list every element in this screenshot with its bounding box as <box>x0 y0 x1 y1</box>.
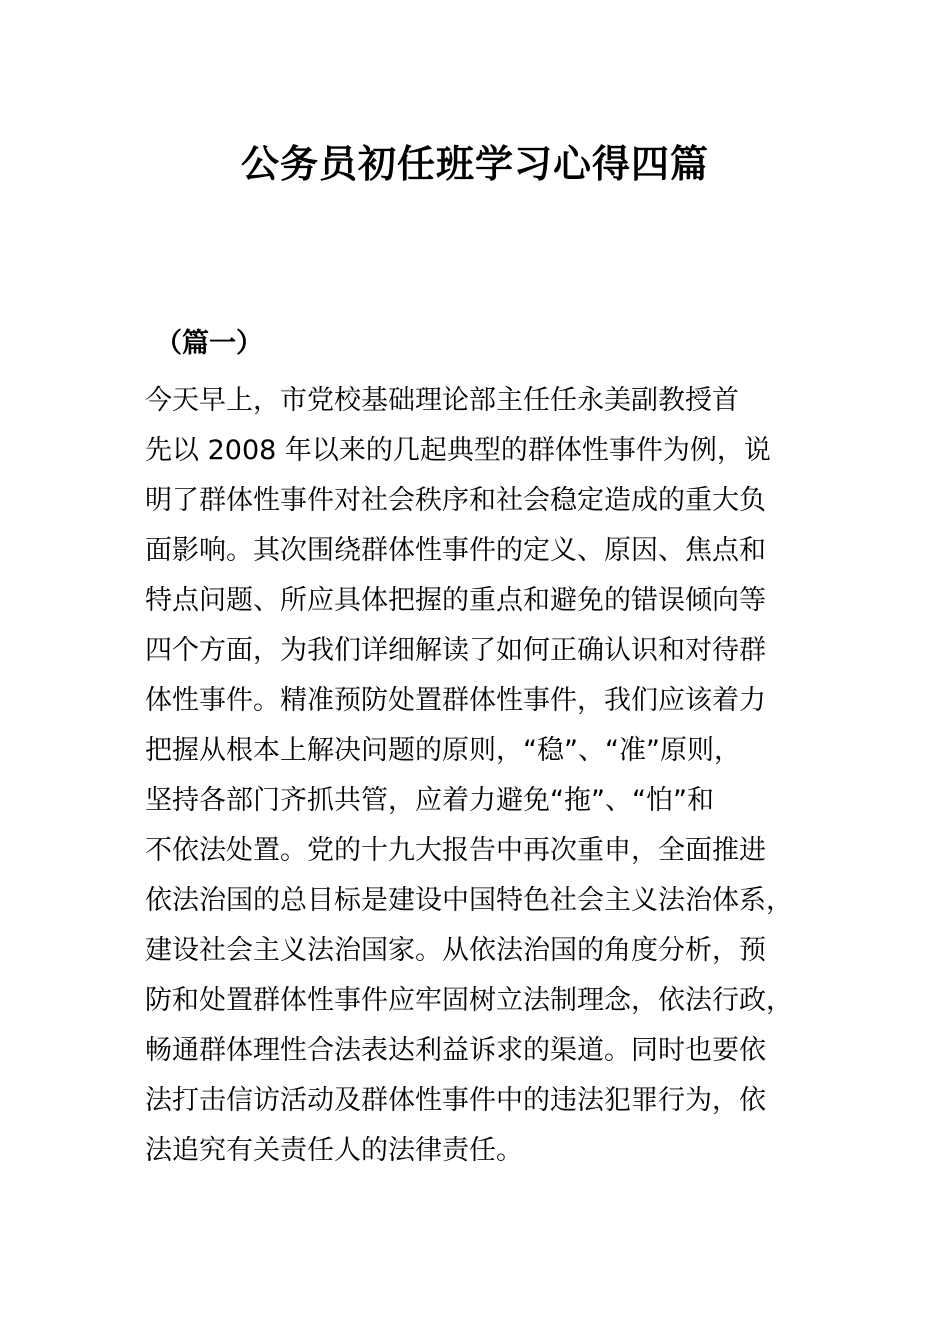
paragraph-line: 防和处置群体性事件应牢固树立法制理念，依法行政， <box>145 985 793 1016</box>
paragraph-line: 坚持各部门齐抓共管，应着力避免“拖”、“怕”和 <box>145 785 714 816</box>
section-heading: （篇一） <box>155 328 263 359</box>
body-paragraph <box>145 376 815 1176</box>
paragraph-line: 先以 2008 年以来的几起典型的群体性事件为例，说 <box>145 435 771 466</box>
paragraph-line: 不依法处置。党的十九大报告中再次重申，全面推进 <box>145 835 766 866</box>
paragraph-line: 明了群体性事件对社会秩序和社会稳定造成的重大负 <box>145 485 766 516</box>
paragraph-line: 今天早上，市党校基础理论部主任任永美副教授首 <box>145 385 739 416</box>
paragraph-line: 把握从根本上解决问题的原则，“稳”、“准”原则， <box>145 735 741 766</box>
paragraph-line: 法追究有关责任人的法律责任。 <box>145 1135 523 1166</box>
paragraph-line: 建设社会主义法治国家。从依法治国的角度分析，预 <box>145 935 766 966</box>
document-title: 公务员初任班学习心得四篇 <box>240 142 709 186</box>
paragraph-line: 法打击信访活动及群体性事件中的违法犯罪行为，依 <box>145 1085 766 1116</box>
paragraph-line: 四个方面，为我们详细解读了如何正确认识和对待群 <box>145 635 766 666</box>
paragraph-line: 面影响。其次围绕群体性事件的定义、原因、焦点和 <box>145 535 766 566</box>
paragraph-line: 特点问题、所应具体把握的重点和避免的错误倾向等 <box>145 585 766 616</box>
paragraph-line: 依法治国的总目标是建设中国特色社会主义法治体系， <box>145 885 793 916</box>
paragraph-line: 体性事件。精准预防处置群体性事件，我们应该着力 <box>145 685 766 716</box>
paragraph-line: 畅通群体理性合法表达利益诉求的渠道。同时也要依 <box>145 1035 766 1066</box>
